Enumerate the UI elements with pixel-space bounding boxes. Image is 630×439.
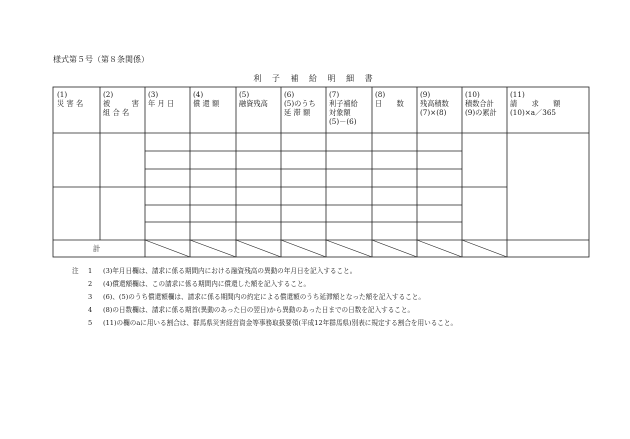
total-row-label: 計 bbox=[93, 244, 101, 253]
column-header-date: (3) 年 月 日 bbox=[148, 90, 175, 108]
column-header-product-total: (10) 積数合計 (9)の累計 bbox=[465, 90, 497, 117]
column-header-disaster-name: (1) 災 害 名 bbox=[57, 90, 84, 108]
note-item: 5 (11)の欄のaに用いる割合は、群馬県災害経営資金等事務取扱要領(平成12年群馬県)別表に規定する割合を用いること。 bbox=[88, 319, 458, 328]
column-header-loan-balance: (5) 融資残高 bbox=[239, 90, 268, 108]
document-title: 利 子 補 給 明 細 書 bbox=[253, 74, 377, 83]
column-header-balance-product: (9) 残高積数 (7)×(8) bbox=[420, 90, 449, 117]
note-item: 3 (6)、(5)のうち償還額欄は、請求に係る期間内の約定による償還額のうち延滞額となった額を記入すること。 bbox=[88, 293, 425, 302]
column-header-days: (8) 日 数 bbox=[375, 90, 404, 108]
column-header-damaged-association: (2) 被 害 組 合 名 bbox=[103, 90, 139, 117]
note-item: 注 1 (3)年月日欄は、請求に係る期間内における融資残高の異動の年月日を記入すること。 bbox=[72, 265, 457, 278]
column-header-overdue-amount: (6) (5)のうち 延 滞 額 bbox=[284, 90, 316, 117]
notes-label: 注 bbox=[72, 267, 79, 275]
column-header-subsidy-target: (7) 利子補給 対象額 (5)－(6) bbox=[329, 90, 358, 126]
note-item: 2 (4)償還額欄は、この請求に係る期間内に償還した額を記入すること。 bbox=[88, 280, 311, 289]
notes-section bbox=[72, 265, 457, 330]
note-item: 4 (8)の日数欄は、請求に係る期首(異動のあった日の翌日)から異動のあった日までの日数を記入すること。 bbox=[88, 306, 415, 315]
form-number-label: 様式第５号（第８条関係） bbox=[53, 55, 149, 64]
column-header-repayment: (4) 償 還 額 bbox=[193, 90, 220, 108]
column-header-claim-amount: (11) 請 求 額 (10)×a／365 bbox=[510, 90, 561, 117]
